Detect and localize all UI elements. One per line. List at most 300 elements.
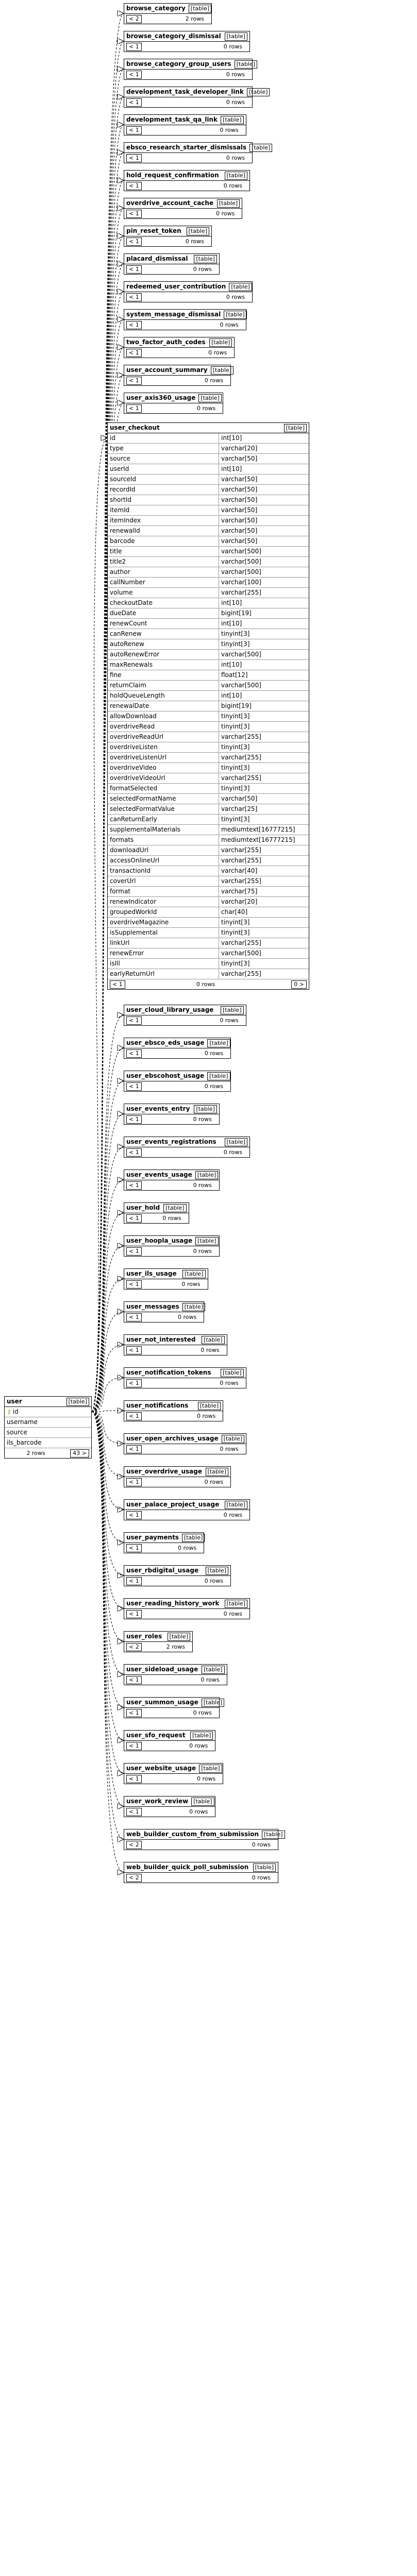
table-kind-badge: [table] [66,1398,89,1406]
row-count: 0 rows [196,1775,216,1782]
table-browse-category-dismissal[interactable] [124,31,250,52]
table-name[interactable]: user_website_usage [126,1765,196,1772]
column-name: format [110,888,131,895]
table-user-account-summary[interactable] [124,365,231,386]
column-name: renewError [110,950,144,957]
table-name[interactable]: user_hoopla_usage [126,1237,193,1244]
row-count: 0 rows [223,43,242,50]
table-kind-badge: [table] [163,1204,186,1212]
table-name[interactable]: browse_category [126,5,186,12]
table-kind-badge: [table] [221,1369,243,1377]
table-user-payments[interactable] [124,1532,204,1553]
column-name: selectedFormatName [110,795,176,802]
column-row [108,485,309,495]
column-row [5,1407,91,1417]
table-footer [124,209,242,218]
table-kind-badge: [table] [187,227,209,235]
column-type: varchar[500] [219,547,309,556]
table-header [124,1236,219,1246]
table-header [124,1038,230,1048]
column-name: maxRenewals [110,661,153,668]
column-name-text: ils_barcode [7,1439,42,1446]
table-footer [124,1840,278,1850]
column-name: downloadUrl [110,846,149,854]
column-row [108,856,309,866]
table-name[interactable]: ebsco_research_starter_dismissals [126,144,247,151]
table-name[interactable]: web_builder_custom_from_submission [126,1831,259,1838]
crows-foot-marker [118,289,124,295]
parent-count-badge[interactable]: < 1 [126,1445,142,1453]
parent-count-badge[interactable]: < 1 [126,1016,142,1025]
parent-count-badge[interactable]: < 1 [126,1709,142,1717]
table-name[interactable]: user_rbdigital_usage [126,1567,199,1574]
parent-count-badge[interactable]: < 1 [126,98,142,107]
table-footer [124,264,219,274]
table-kind-badge: [table] [235,60,257,69]
column-type: varchar[50] [219,474,309,484]
column-row [108,928,309,938]
column-row [108,711,309,722]
crows-foot-marker [118,400,124,406]
column-type: varchar[255] [219,969,309,979]
primary-key-icon: ⚷ [7,1408,11,1415]
table-user-work-review[interactable] [124,1796,215,1817]
table-name[interactable]: user_roles [126,1633,162,1640]
column-name: transactionId [110,867,151,874]
crows-foot-marker [118,38,124,44]
parent-count-badge[interactable]: < 1 [126,404,142,413]
table-name[interactable]: user_checkout [110,424,160,431]
table-header [124,1434,246,1444]
table-user-reading-history-work[interactable] [124,1598,250,1619]
parent-count-badge[interactable]: < 1 [126,1115,142,1124]
column-row [108,464,309,474]
column-row [108,742,309,753]
parent-count-badge[interactable]: < 1 [126,182,142,190]
table-placard-dismissal[interactable] [124,253,220,275]
table-kind-badge: [table] [202,1699,224,1707]
row-count: 0 rows [226,99,245,106]
table-name[interactable]: user_not_interested [126,1336,196,1343]
parent-count-badge[interactable]: < 1 [126,1676,142,1684]
relationship-edge [92,1412,124,1773]
table-header [124,1665,227,1675]
parent-count-badge[interactable]: < 1 [126,1148,142,1157]
column-row [108,722,309,732]
parent-count-badge[interactable]: < 1 [126,1049,142,1058]
table-user-events-usage[interactable] [124,1170,220,1191]
parent-count-badge[interactable]: < 1 [126,1181,142,1190]
crows-foot-marker [118,1309,124,1315]
table-name[interactable]: user_events_usage [126,1171,192,1178]
column-name: renewIndicator [110,898,156,905]
column-name: recordId [110,486,136,493]
row-count: 0 rows [196,405,216,412]
table-footer [124,348,234,358]
parent-count-badge[interactable]: < 1 [126,238,142,246]
parent-count-badge[interactable]: < 1 [126,1775,142,1783]
table-header [124,1862,278,1873]
crows-foot-marker [118,122,124,128]
parent-count-badge[interactable]: < 1 [126,321,142,329]
parent-count-badge[interactable]: < 1 [126,126,142,134]
row-count: 0 rows [220,321,239,328]
table-footer [124,1246,219,1256]
table-kind-badge: [table] [191,1798,214,1806]
column-name: overdriveListenUrl [110,754,166,761]
parent-count-badge[interactable]: < 1 [126,1577,142,1585]
table-user-hold[interactable] [124,1202,189,1224]
table-name[interactable]: development_task_developer_link [126,88,244,95]
row-count: 0 rows [220,127,239,133]
table-user-notification-tokens[interactable] [124,1367,246,1388]
row-count: 0 rows [208,349,227,356]
column-type: varchar[50] [219,794,309,804]
table-user-sideload-usage[interactable] [124,1664,227,1685]
table-name[interactable]: development_task_qa_link [126,116,218,123]
table-two-factor-auth-codes[interactable] [124,337,235,358]
table-footer [124,320,246,330]
parent-count-badge[interactable]: < 1 [126,154,142,162]
column-name: isSupplemental [110,929,158,936]
column-name: accessOnlineUrl [110,857,160,864]
table-name[interactable]: user_summon_usage [126,1699,198,1706]
parent-count-badge[interactable]: < 1 [126,377,142,385]
table-footer [108,979,309,989]
table-development-task-developer-link[interactable] [124,87,268,108]
table-name[interactable]: user_work_review [126,1798,189,1805]
table-name[interactable]: user_hold [126,1204,160,1211]
column-row [108,536,309,547]
table-name[interactable]: redeemed_user_contribution [126,283,226,290]
table-name[interactable]: user_sfo_request [126,1732,186,1739]
table-user-overdrive-usage[interactable] [124,1466,231,1487]
row-count: 0 rows [223,1512,242,1518]
table-footer [124,1543,204,1553]
parent-count-badge[interactable]: < 1 [126,210,142,218]
table-name[interactable]: user_palace_project_usage [126,1501,220,1508]
table-user-palace-project-usage[interactable] [124,1499,250,1520]
table-name[interactable]: user [7,1398,22,1405]
table-kind-badge: [table] [217,199,240,208]
table-header [124,198,242,209]
table-name[interactable]: user_ils_usage [126,1270,177,1277]
parent-count-badge[interactable]: < 1 [126,1808,142,1816]
table-user-messages[interactable] [124,1301,204,1323]
column-name-text: source [7,1429,27,1436]
table-header [124,59,256,70]
table-footer [124,1477,230,1487]
table-hold-request-confirmation[interactable] [124,170,250,191]
column-type: int[10] [219,598,309,608]
table-user-checkout[interactable] [107,422,309,990]
column-type: tinyint[3] [219,959,309,969]
table-footer [124,1510,249,1520]
parent-count-badge[interactable]: < 1 [126,1511,142,1519]
crows-foot-marker [118,372,124,378]
crows-foot-marker [118,205,124,211]
parent-count-badge[interactable]: < 1 [126,1412,142,1420]
column-type: varchar[255] [219,588,309,598]
table-ebsco-research-starter-dismissals[interactable] [124,142,271,163]
relationship-edge [92,1015,124,1412]
parent-count-badge[interactable]: < 1 [126,1610,142,1618]
column-row [108,578,309,588]
table-header [124,1566,230,1576]
table-name[interactable]: system_message_dismissal [126,311,221,318]
column-type: tinyint[3] [219,784,309,793]
parent-count-badge[interactable]: < 1 [126,1544,142,1552]
parent-count-badge[interactable]: < 1 [126,71,142,79]
column-name: allowDownload [110,713,157,720]
table-kind-badge: [table] [206,1567,228,1575]
parent-count-badge[interactable]: < 1 [126,1247,142,1256]
column-row [108,897,309,907]
column-type: int[10] [219,660,309,670]
table-footer [124,153,252,163]
parent-count-badge[interactable]: < 2 [126,1841,142,1849]
table-redeemed-user-contribution[interactable] [124,281,253,302]
table-name[interactable]: user_notification_tokens [126,1369,211,1376]
table-user-hoopla-usage[interactable] [124,1235,220,1257]
relationship-edge [92,1312,124,1412]
table-web-builder-custom-from-submission[interactable] [124,1829,283,1850]
table-kind-badge: [table] [182,1270,205,1278]
table-user-roles[interactable] [124,1631,193,1652]
column-type: varchar[500] [219,948,309,958]
row-count: 0 rows [181,1281,201,1287]
table-kind-badge: [table] [195,1237,218,1245]
row-count: 0 rows [204,1578,223,1584]
table-header [124,1632,192,1642]
table-web-builder-quick-poll-submission[interactable] [124,1862,278,1883]
table-header [124,1698,223,1708]
column-name: canReturnEarly [110,816,157,823]
row-count: 0 rows [185,238,204,245]
column-row [108,495,309,505]
table-kind-badge: [table] [198,1402,221,1410]
column-row [108,557,309,567]
column-name: barcode [110,537,135,545]
table-user-summon-usage[interactable] [124,1697,223,1718]
column-row [108,732,309,742]
column-type: varchar[50] [219,454,309,464]
column-name: supplementalMaterials [110,826,180,833]
table-footer [124,70,252,79]
table-kind-badge: [table] [222,1435,244,1443]
column-type: bigint[19] [219,701,309,711]
parent-count-badge[interactable]: < 1 [126,1478,142,1486]
parent-count-badge[interactable]: < 1 [126,1082,142,1091]
parent-count-badge[interactable]: < 1 [126,43,142,51]
column-row [5,1428,91,1438]
table-footer [124,1147,249,1157]
parent-count-badge[interactable]: < 1 [126,1280,142,1289]
column-name: autoRenewError [110,651,160,658]
row-count: 0 rows [177,1545,197,1551]
table-kind-badge: [table] [221,116,243,124]
table-header [5,1397,91,1407]
table-pin-reset-token[interactable] [124,226,212,247]
table-browse-category[interactable] [124,3,212,24]
table-name[interactable]: web_builder_quick_poll_submission [126,1863,249,1871]
column-row [108,918,309,928]
table-user-open-archives-usage[interactable] [124,1433,246,1454]
column-name: overdriveMagazine [110,919,169,926]
row-count: 2 rows [166,1643,185,1650]
parent-count-badge[interactable]: < 1 [126,1214,142,1223]
column-row [108,784,309,794]
table-name[interactable]: two_factor_auth_codes [126,338,206,346]
table-footer [124,1048,230,1058]
child-count-badge[interactable]: 43 > [70,1449,89,1458]
table-kind-badge: [table] [198,394,221,402]
table-user-notifications[interactable] [124,1400,223,1421]
table-header [124,337,234,348]
table-kind-badge: [table] [195,1171,218,1179]
table-header [124,1335,227,1345]
table-footer [124,14,211,24]
column-row [108,845,309,856]
table-header [108,423,309,433]
table-development-task-qa-link[interactable] [124,114,246,135]
table-footer [124,1609,249,1619]
table-name[interactable]: user_axis360_usage [126,394,196,401]
row-count: 0 rows [189,1742,208,1749]
table-name[interactable]: hold_request_confirmation [126,172,219,179]
table-user[interactable] [4,1396,92,1459]
column-name [5,1407,91,1417]
table-user-website-usage[interactable] [124,1763,223,1784]
table-user-not-interested[interactable] [124,1334,227,1355]
column-name: formats [110,836,134,843]
column-type: varchar[255] [219,938,309,948]
table-user-events-entry[interactable] [124,1104,220,1125]
row-count: 0 rows [204,1050,223,1057]
table-user-rbdigital-usage[interactable] [124,1565,231,1586]
table-user-events-registrations[interactable] [124,1137,250,1158]
column-row [108,588,309,598]
column-row [108,887,309,897]
column-type: varchar[500] [219,567,309,577]
column-name: renewCount [110,620,147,627]
relationship-edge [92,1147,124,1412]
column-row [108,773,309,784]
table-user-cloud-library-usage[interactable] [124,1005,246,1026]
column-row [108,526,309,536]
column-type: varchar[100] [219,578,309,587]
column-type: varchar[50] [219,516,309,526]
column-row [108,505,309,516]
table-header [124,143,271,153]
column-type: int[10] [219,433,309,443]
parent-count-badge[interactable]: < 1 [126,265,142,274]
table-footer [124,1675,227,1685]
table-user-ils-usage[interactable] [124,1268,208,1290]
parent-count-badge[interactable]: < 2 [126,15,142,23]
table-name[interactable]: user_open_archives_usage [126,1435,219,1442]
column-name: sourceId [110,476,137,483]
table-overdrive-account-cache[interactable] [124,198,242,219]
column-name: isIll [110,960,120,967]
column-type: mediumtext[16777215] [219,825,309,835]
table-name[interactable]: user_messages [126,1303,179,1310]
table-browse-category-group-users[interactable] [124,59,256,80]
table-name[interactable]: placard_dismissal [126,255,188,262]
column-row [108,938,309,948]
table-user-ebsco-eds-usage[interactable] [124,1038,231,1059]
table-name[interactable]: user_notifications [126,1402,189,1409]
column-name: linkUrl [110,939,130,946]
table-name[interactable]: user_overdrive_usage [126,1468,202,1475]
column-name: selectedFormatValue [110,805,175,812]
table-header [124,365,230,376]
table-name[interactable]: user_ebsco_eds_usage [126,1039,205,1046]
parent-count-badge[interactable]: < 1 [110,980,125,989]
column-type: tinyint[3] [219,763,309,773]
table-header [124,1269,208,1279]
table-footer [124,1312,204,1322]
table-system-message-dismissal[interactable] [124,309,246,330]
table-name[interactable]: user_account_summary [126,366,208,374]
table-name[interactable]: pin_reset_token [126,227,181,234]
column-type: varchar[255] [219,753,309,762]
table-kind-badge: [table] [225,32,247,41]
column-type: tinyint[3] [219,928,309,938]
crows-foot-marker [118,66,124,72]
table-name[interactable]: user_events_registrations [126,1138,216,1145]
table-name[interactable]: user_events_entry [126,1105,190,1112]
table-header [124,31,249,42]
relationship-edge [92,1412,124,1543]
parent-count-badge[interactable]: < 2 [126,1643,142,1651]
relationship-edge [92,1412,124,1444]
relationship-edge [92,1412,124,1674]
column-type: varchar[50] [219,526,309,536]
table-name[interactable]: user_ebscohost_usage [126,1072,205,1079]
table-kind-badge: [table] [225,172,247,180]
table-name[interactable]: user_payments [126,1534,179,1541]
table-footer [124,1873,278,1883]
table-name[interactable]: user_sideload_usage [126,1666,198,1673]
table-kind-badge: [table] [249,144,272,152]
table-name[interactable]: overdrive_account_cache [126,199,214,207]
row-count: 0 rows [252,1874,271,1881]
parent-count-badge[interactable]: < 1 [126,1742,142,1750]
row-count: 0 rows [193,1116,212,1123]
column-type: tinyint[3] [219,815,309,824]
parent-count-badge[interactable]: < 2 [126,1874,142,1882]
column-type: tinyint[3] [219,639,309,649]
table-name[interactable]: browse_category_dismissal [126,32,221,40]
parent-count-badge[interactable]: < 1 [126,1313,142,1321]
table-name[interactable]: browse_category_group_users [126,60,231,67]
parent-count-badge[interactable]: < 1 [126,1379,142,1387]
parent-count-badge[interactable]: < 1 [126,349,142,357]
column-name: callNumber [110,579,145,586]
table-user-sfo-request[interactable] [124,1730,215,1751]
crows-foot-marker [118,1276,124,1282]
row-count: 0 rows [201,1347,220,1353]
child-count-badge[interactable]: 0 > [291,980,307,989]
parent-count-badge[interactable]: < 1 [126,293,142,301]
table-name[interactable]: user_cloud_library_usage [126,1006,214,1013]
crows-foot-marker [118,1638,124,1645]
table-user-axis360-usage[interactable] [124,393,223,414]
table-name[interactable]: user_reading_history_work [126,1600,220,1607]
parent-count-badge[interactable]: < 1 [126,1346,142,1354]
table-user-ebscohost-usage[interactable] [124,1071,231,1092]
